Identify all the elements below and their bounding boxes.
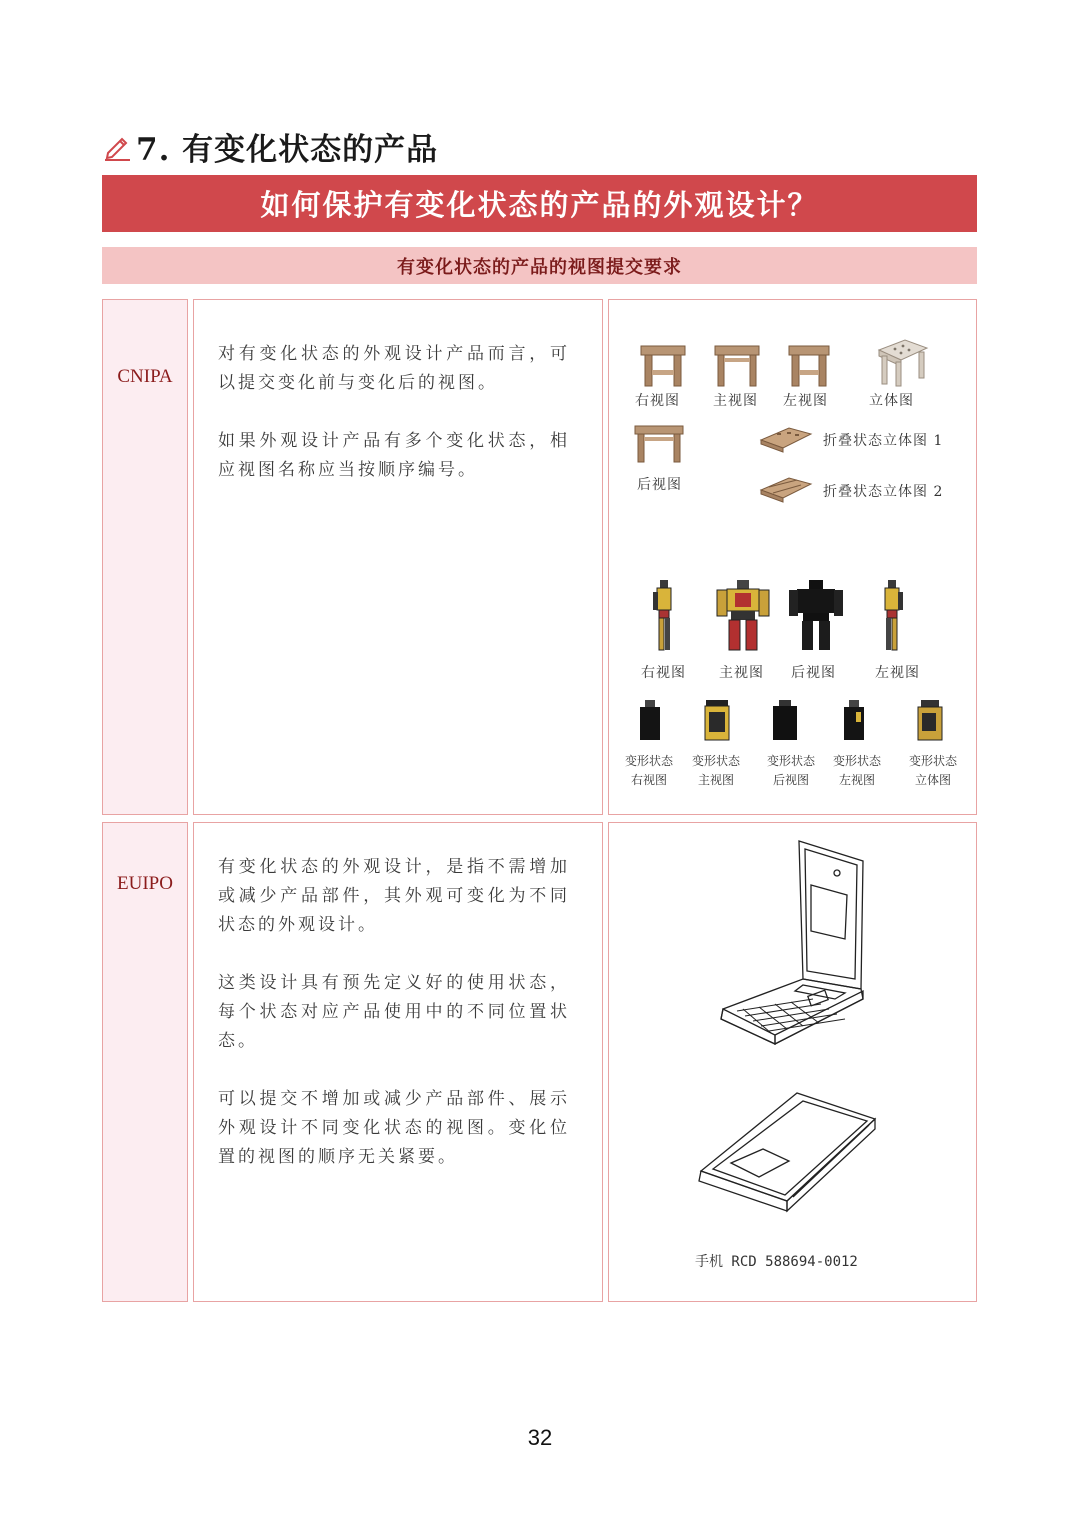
cnipa-paragraph-1: 对有变化状态的外观设计产品而言，可以提交变化前与变化后的视图。 — [218, 344, 570, 393]
section-heading — [102, 124, 438, 168]
office-label-cnipa: CNIPA — [117, 366, 173, 387]
stool-label-front: 主视图 — [713, 393, 758, 409]
stool-back-view-image — [633, 424, 685, 464]
euipo-paragraph-2: 这类设计具有预先定义好的使用状态，每个状态对应产品使用中的不同位置状态。 — [218, 973, 570, 1051]
robot-label-right: 右视图 — [641, 665, 686, 681]
robot-label-back: 后视图 — [791, 665, 836, 681]
text-cell-cnipa — [193, 299, 603, 815]
transformed-label-back: 变形状态 后视图 — [766, 754, 815, 787]
office-cell-cnipa — [102, 299, 188, 815]
transformed-front-view-image — [703, 698, 731, 742]
stool-left-view-image — [787, 344, 831, 388]
pencil-icon — [102, 131, 132, 161]
euipo-paragraph-1: 有变化状态的外观设计，是指不需增加或减少产品部件，其外观可变化为不同状态的外观设计。 — [218, 857, 570, 935]
robot-label-left: 左视图 — [875, 665, 920, 681]
stool-folded-2-image — [759, 472, 813, 506]
subbanner-text: 有变化状态的产品的视图提交要求 — [397, 256, 682, 278]
section-title: 7. 有变化状态的产品 — [136, 131, 439, 168]
image-cell-cnipa — [608, 299, 977, 815]
stool-label-folded-2: 折叠状态立体图 2 — [823, 484, 944, 500]
stool-label-left: 左视图 — [783, 393, 828, 409]
stool-folded-1-image — [759, 424, 813, 454]
stool-front-view-image — [713, 344, 761, 388]
transformed-label-front: 变形状态 主视图 — [691, 754, 740, 787]
stool-label-right: 右视图 — [635, 393, 680, 409]
stool-3d-view-image — [875, 336, 929, 388]
page-number: 32 — [527, 1425, 553, 1450]
text-cell-euipo — [193, 822, 603, 1302]
euipo-paragraph-3: 可以提交不增加或减少产品部件、展示外观设计不同变化状态的视图。变化位置的视图的顺序无关紧要。 — [218, 1089, 570, 1167]
stool-label-folded-1: 折叠状态立体图 1 — [823, 433, 944, 449]
transformed-back-view-image — [771, 698, 799, 742]
flip-phone-closed-image — [693, 1089, 879, 1219]
robot-label-front: 主视图 — [719, 665, 764, 681]
banner-text: 如何保护有变化状态的产品的外观设计？ — [260, 188, 819, 222]
robot-back-view-image — [787, 578, 845, 654]
robot-right-view-image — [649, 578, 679, 654]
question-banner — [102, 175, 977, 232]
cnipa-paragraph-2: 如果外观设计产品有多个变化状态，相应视图名称应当按顺序编号。 — [218, 431, 570, 480]
robot-front-view-image — [713, 578, 773, 654]
stool-label-3d: 立体图 — [869, 393, 914, 409]
robot-left-view-image — [877, 578, 907, 654]
flip-phone-open-image — [713, 839, 873, 1059]
transformed-left-view-image — [841, 698, 867, 742]
transformed-label-3d: 变形状态 立体图 — [908, 754, 957, 787]
office-label-euipo: EUIPO — [117, 873, 173, 894]
image-cell-euipo — [608, 822, 977, 1302]
stool-label-back: 后视图 — [637, 477, 682, 493]
transformed-label-left: 变形状态 左视图 — [832, 754, 881, 787]
phone-caption: 手机 RCD 588694-0012 — [695, 1254, 858, 1270]
transformed-right-view-image — [637, 698, 663, 742]
requirements-subbanner — [102, 247, 977, 284]
stool-right-view-image — [639, 344, 687, 388]
office-cell-euipo — [102, 822, 188, 1302]
transformed-3d-view-image — [915, 698, 945, 742]
transformed-label-right: 变形状态 右视图 — [624, 754, 673, 787]
